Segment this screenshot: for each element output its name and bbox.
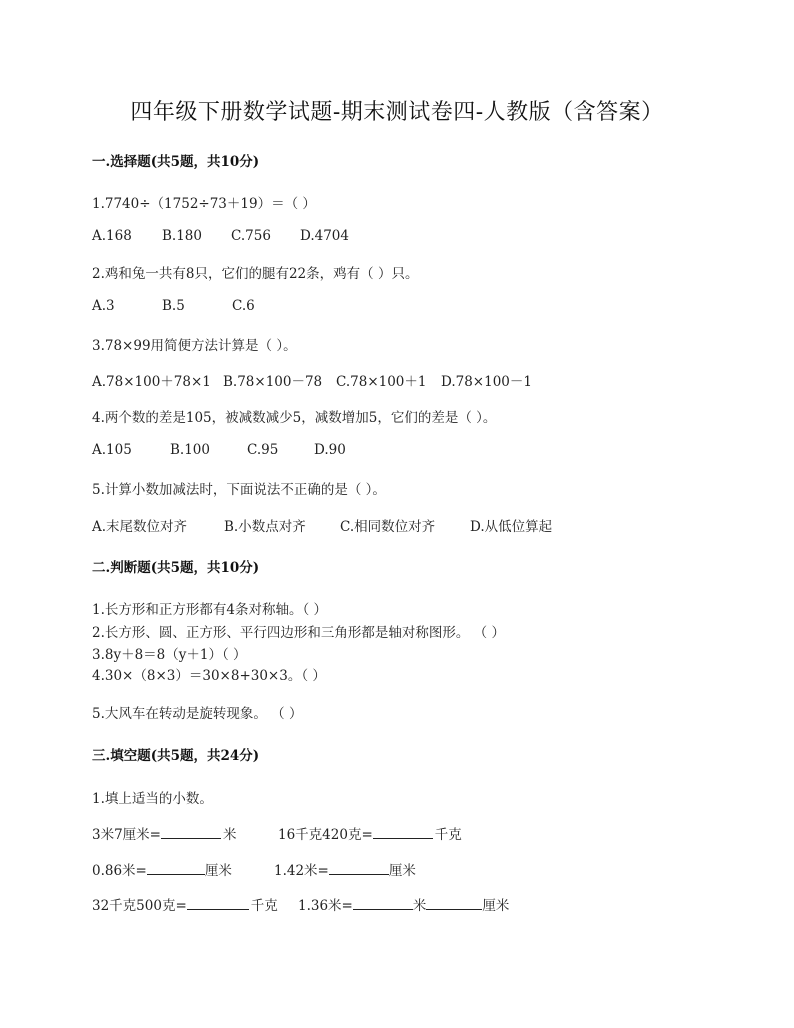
question-5-stem: 5.计算小数加减法时，下面说法不正确的是（ ）。 xyxy=(92,482,386,498)
answer-blank[interactable] xyxy=(161,824,221,839)
answer-blank[interactable] xyxy=(373,824,433,839)
option: A.3 xyxy=(92,298,115,314)
fill-row-2b xyxy=(274,859,416,879)
question-1-stem: 1.7740÷（1752÷73＋19）＝（ ） xyxy=(92,196,316,212)
judgement-item: 4.30×（8×3）＝30×8+30×3。（ ） xyxy=(92,668,326,684)
answer-blank[interactable] xyxy=(353,895,413,910)
option: A.105 xyxy=(92,442,132,458)
unit-label: 千克 xyxy=(434,827,462,843)
unit-label: 米 xyxy=(223,827,237,843)
question-2-stem: 2.鸡和兔一共有8只，它们的腿有22条，鸡有（ ）只。 xyxy=(92,266,419,282)
option: D.从低位算起 xyxy=(470,519,553,535)
fill-prompt: 1.42米= xyxy=(274,863,329,879)
unit-label: 厘米 xyxy=(388,863,416,879)
option: A.168 xyxy=(92,228,132,244)
option: B.180 xyxy=(162,228,202,244)
option: D.90 xyxy=(314,442,346,458)
fill-row-3b xyxy=(298,894,509,914)
fill-row-1b xyxy=(278,823,462,843)
option: B.100 xyxy=(170,442,210,458)
option: B.小数点对齐 xyxy=(224,519,306,535)
exam-title: 四年级下册数学试题-期末测试卷四-人教版（含答案） xyxy=(130,100,664,125)
option: C.756 xyxy=(231,228,271,244)
fill-prompt: 1.36米= xyxy=(298,898,353,914)
option: B.5 xyxy=(162,298,185,314)
fill-row-2 xyxy=(92,859,232,879)
section-heading-fill: 三.填空题(共5题，共24分) xyxy=(92,748,260,764)
answer-blank[interactable] xyxy=(426,895,482,910)
option: D.4704 xyxy=(300,228,349,244)
judgement-item: 3.8y＋8＝8（y＋1）（ ） xyxy=(92,647,247,663)
option: C.6 xyxy=(232,298,255,314)
option: C.95 xyxy=(247,442,279,458)
unit-label: 厘米 xyxy=(482,898,510,914)
fill-row-1 xyxy=(92,823,237,843)
judgement-item: 2.长方形、圆、正方形、平行四边形和三角形都是轴对称图形。 （ ） xyxy=(92,625,505,641)
answer-blank[interactable] xyxy=(187,895,249,910)
unit-label: 米 xyxy=(412,898,427,914)
fill-prompt: 0.86米= xyxy=(92,863,147,879)
fill-prompt: 16千克420克= xyxy=(278,827,373,843)
section-heading-choice: 一.选择题(共5题，共10分) xyxy=(92,154,260,170)
answer-blank[interactable] xyxy=(329,860,389,875)
option: A.末尾数位对齐 xyxy=(92,519,188,535)
question-3-stem: 3.78×99用简便方法计算是（ ）。 xyxy=(92,338,297,354)
judgement-item: 5.大风车在转动是旋转现象。 （ ） xyxy=(92,706,303,722)
judgement-item: 1.长方形和正方形都有4条对称轴。（ ） xyxy=(92,602,328,618)
option: D.78×100－1 xyxy=(441,374,532,390)
fill-prompt: 3米7厘米= xyxy=(92,827,161,843)
answer-blank[interactable] xyxy=(147,860,205,875)
unit-label: 千克 xyxy=(250,898,278,914)
option: B.78×100－78 xyxy=(223,374,323,390)
fill-prompt: 32千克500克= xyxy=(92,898,187,914)
section-heading-judgement: 二.判断题(共5题，共10分) xyxy=(92,560,260,576)
question-4-stem: 4.两个数的差是105，被减数减少5，减数增加5，它们的差是（ ）。 xyxy=(92,410,497,426)
option: A.78×100＋78×1 xyxy=(92,374,211,390)
fill-question-1-stem: 1.填上适当的小数。 xyxy=(92,791,213,807)
unit-label: 厘米 xyxy=(204,863,232,879)
option: C.相同数位对齐 xyxy=(340,519,436,535)
fill-row-3 xyxy=(92,894,278,914)
option: C.78×100＋1 xyxy=(336,374,427,390)
